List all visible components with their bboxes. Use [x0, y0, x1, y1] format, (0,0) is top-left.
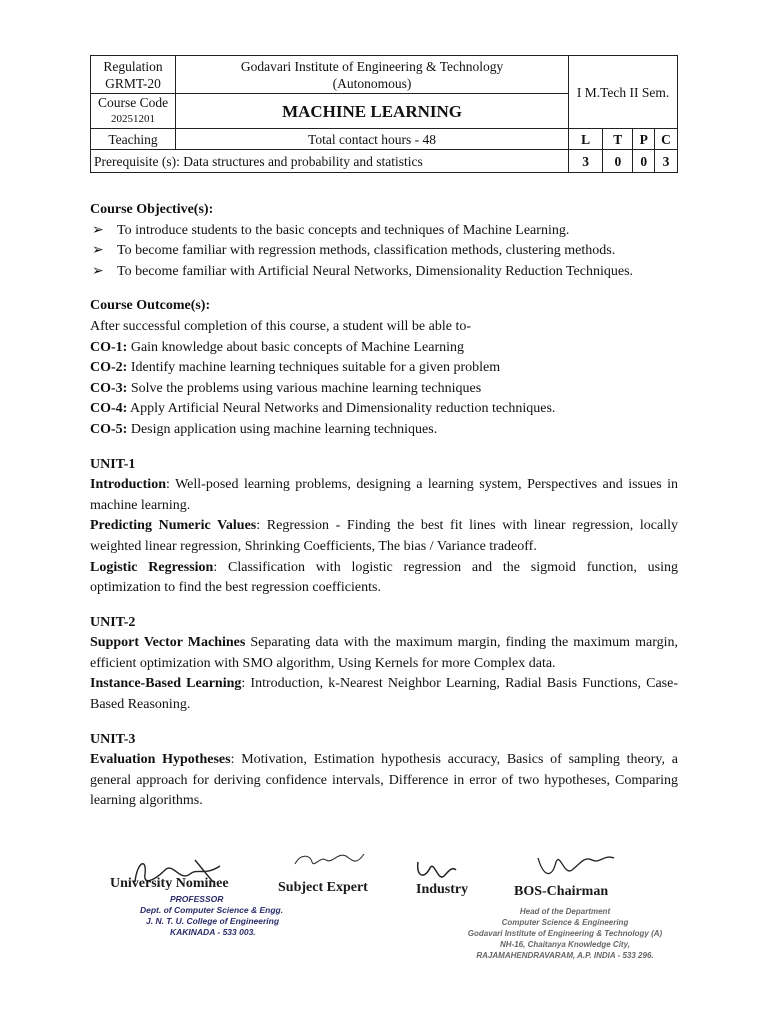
- outcome-item: CO-5: Design application using machine learning techniques.: [90, 421, 438, 437]
- objective-item: ➢ To become familiar with Artificial Neural Networks, Dimensionality Reduction Techniques.: [90, 262, 678, 283]
- course-title: MACHINE LEARNING: [176, 94, 569, 129]
- regulation-cell: [91, 56, 176, 94]
- industry-label: Industry: [416, 882, 469, 897]
- unit-3-topic: Evaluation Hypotheses: Motivation, Estimation hypothesis accuracy, Basics of sampling theory, a general approach for deriving confidence intervals, Difference in error of two hypotheses, Comparing learning algorithms.: [90, 752, 678, 809]
- unit-1-topic: Predicting Numeric Values: Regression - Finding the best fit lines with linear regression, locally weighted linear regression, Shrinking Coefficients, The bias / Variance tradeoff.: [90, 518, 678, 554]
- outcome-item: CO-2: Identify machine learning techniques suitable for a given problem: [90, 360, 501, 376]
- ltpc-header-c: C: [655, 129, 678, 150]
- arrow-bullet-icon: ➢: [92, 222, 104, 238]
- contact-hours: Total contact hours - 48: [176, 129, 569, 150]
- unit-1-topic: Introduction: Well-posed learning problems, designing a learning system, Perspectives and issues in machine learning.: [90, 477, 678, 513]
- course-code-cell: [91, 94, 176, 129]
- course-header-table: [90, 55, 678, 173]
- institute-name: Godavari Institute of Engineering & Technology: [240, 58, 504, 74]
- arrow-bullet-icon: ➢: [92, 243, 104, 259]
- handwritten-signature: [530, 848, 620, 882]
- unit-1-title: UNIT-1: [90, 456, 136, 472]
- signature-block: [100, 846, 680, 976]
- objective-item: ➢ To introduce students to the basic concepts and techniques of Machine Learning.: [90, 221, 678, 242]
- teaching-label: Teaching: [91, 129, 176, 150]
- ltpc-header-p: P: [633, 129, 655, 150]
- university-stamp: PROFESSOR Dept. of Computer Science & Engg. J. N. T. U. College of Engineering KAKINADA - 533 003.: [140, 894, 284, 937]
- handwritten-signature: [290, 846, 370, 876]
- outcomes-heading: Course Outcome(s):: [90, 298, 211, 314]
- objectives-heading: Course Objective(s):: [90, 202, 214, 217]
- ltpc-value-t: 0: [603, 150, 633, 173]
- arrow-bullet-icon: ➢: [92, 263, 104, 279]
- prerequisite: Prerequisite (s): Data structures and probability and statistics: [91, 150, 569, 173]
- objective-item: ➢ To become familiar with regression methods, classification methods, clustering methods.: [90, 241, 678, 262]
- outcome-item: CO-4: Apply Artificial Neural Networks and Dimensionality reduction techniques.: [90, 401, 556, 417]
- ltpc-header-t: T: [603, 129, 633, 150]
- outcome-item: CO-1: Gain knowledge about basic concepts of Machine Learning: [90, 339, 464, 355]
- unit-2-topic: Support Vector Machines Separating data with the maximum margin, finding the maximum margin, efficient optimization with SMO algorithm, Using Kernels for more Complex data.: [90, 635, 679, 671]
- ltpc-value-c: 3: [655, 150, 678, 173]
- course-code-label: Course Code: [97, 95, 169, 110]
- subject-expert-label: Subject Expert: [278, 880, 368, 895]
- unit-3-title: UNIT-3: [90, 731, 136, 747]
- ltpc-header-l: L: [569, 129, 603, 150]
- unit-2-topic: Instance-Based Learning: Introduction, k-Nearest Neighbor Learning, Radial Basis Functions, Case-Based Reasoning.: [90, 676, 679, 713]
- course-code-value: 20251201: [111, 113, 156, 125]
- ltpc-value-p: 0: [633, 150, 655, 173]
- regulation-label: Regulation: [103, 58, 163, 74]
- ltpc-value-l: 3: [569, 150, 603, 173]
- bos-chairman-label: BOS-Chairman: [514, 884, 609, 899]
- department-stamp: Head of the Department Computer Science & Engineering Godavari Institute of Engineering & Technology (A) NH-16, Chaitanya Knowledge City, RAJAMAHENDRAVARAM, A.P. INDIA - 533 296.: [467, 907, 663, 960]
- regulation-value: GRMT-20: [105, 75, 161, 91]
- institute-cell: [176, 56, 569, 94]
- university-nominee-label: University Nominee: [110, 876, 229, 891]
- outcome-item: CO-3: Solve the problems using various machine learning techniques: [90, 380, 482, 396]
- unit-1-topic: Logistic Regression: Classification with logistic regression and the sigmoid function, using optimization to find the best regression coefficients.: [90, 559, 679, 596]
- syllabus-content: [90, 200, 678, 812]
- outcomes-intro: After successful completion of this course, a student will be able to-: [90, 318, 472, 334]
- unit-2-title: UNIT-2: [90, 614, 136, 630]
- autonomous-label: (Autonomous): [332, 75, 412, 91]
- semester-cell: I M.Tech II Sem.: [569, 56, 678, 129]
- objectives-list: [90, 221, 678, 283]
